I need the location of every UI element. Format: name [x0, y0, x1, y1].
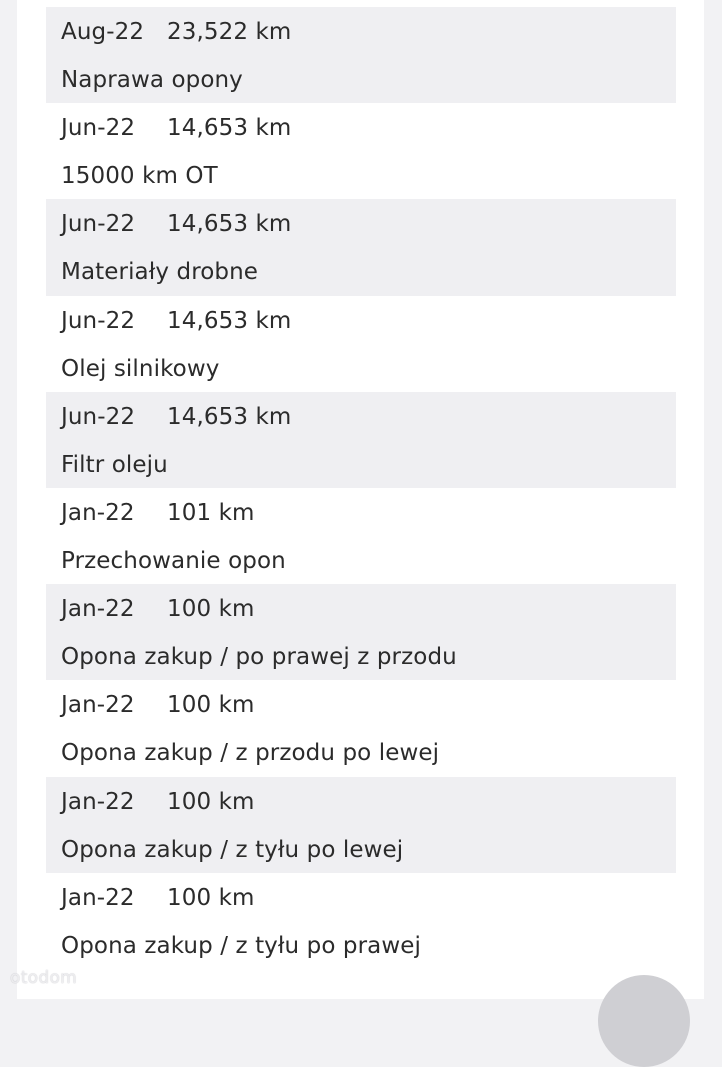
list-item — [46, 7, 676, 103]
list-item — [46, 199, 676, 295]
entry-description: Opona zakup / z przodu po lewej — [61, 740, 440, 767]
entry-date: Jun-22 — [61, 307, 136, 334]
entry-description: Opona zakup / po prawej z przodu — [61, 644, 457, 671]
service-history-list — [46, 7, 676, 969]
entry-meta — [61, 593, 255, 625]
entry-mileage: 100 km — [167, 788, 255, 815]
entry-description: Naprawa opony — [61, 67, 243, 93]
entry-meta — [61, 208, 291, 240]
entry-meta — [61, 497, 255, 529]
entry-mileage: 100 km — [167, 692, 255, 719]
entry-mileage: 23,522 km — [167, 19, 292, 45]
list-item — [46, 584, 676, 680]
entry-description: Opona zakup / z tyłu po prawej — [61, 932, 422, 959]
entry-date: Jan-22 — [61, 788, 135, 815]
entry-date: Jan-22 — [61, 596, 135, 623]
entry-date: Jan-22 — [61, 499, 135, 526]
entry-mileage: 100 km — [167, 596, 255, 623]
entry-meta — [61, 689, 255, 721]
entry-mileage: 14,653 km — [167, 307, 292, 334]
entry-date: Jun-22 — [61, 211, 136, 238]
entry-mileage: 101 km — [167, 499, 255, 526]
list-item — [46, 488, 676, 584]
list-item — [46, 103, 676, 199]
list-item — [46, 873, 676, 969]
entry-mileage: 14,653 km — [167, 403, 292, 430]
entry-description: Olej silnikowy — [61, 355, 220, 382]
entry-meta — [61, 16, 291, 48]
list-item — [46, 392, 676, 488]
entry-description: Opona zakup / z tyłu po lewej — [61, 836, 404, 863]
entry-mileage: 14,653 km — [167, 211, 292, 238]
entry-mileage: 100 km — [167, 884, 255, 911]
entry-meta — [61, 786, 255, 818]
entry-meta — [61, 112, 291, 144]
entry-mileage: 14,653 km — [167, 115, 292, 142]
list-item — [46, 296, 676, 392]
entry-meta — [61, 882, 255, 914]
entry-date: Aug-22 — [61, 19, 145, 45]
entry-date: Jun-22 — [61, 403, 136, 430]
entry-description: Materiały drobne — [61, 259, 259, 286]
entry-description: Przechowanie opon — [61, 547, 286, 574]
entry-description: Filtr oleju — [61, 451, 168, 478]
list-item — [46, 680, 676, 776]
entry-meta — [61, 401, 291, 433]
entry-date: Jan-22 — [61, 884, 135, 911]
list-item — [46, 777, 676, 873]
entry-date: Jun-22 — [61, 115, 136, 142]
floating-action-button[interactable] — [598, 975, 690, 1067]
watermark-logo: otodom — [10, 968, 78, 988]
entry-date: Jan-22 — [61, 692, 135, 719]
entry-description: 15000 km OT — [61, 163, 218, 190]
entry-meta — [61, 305, 291, 337]
